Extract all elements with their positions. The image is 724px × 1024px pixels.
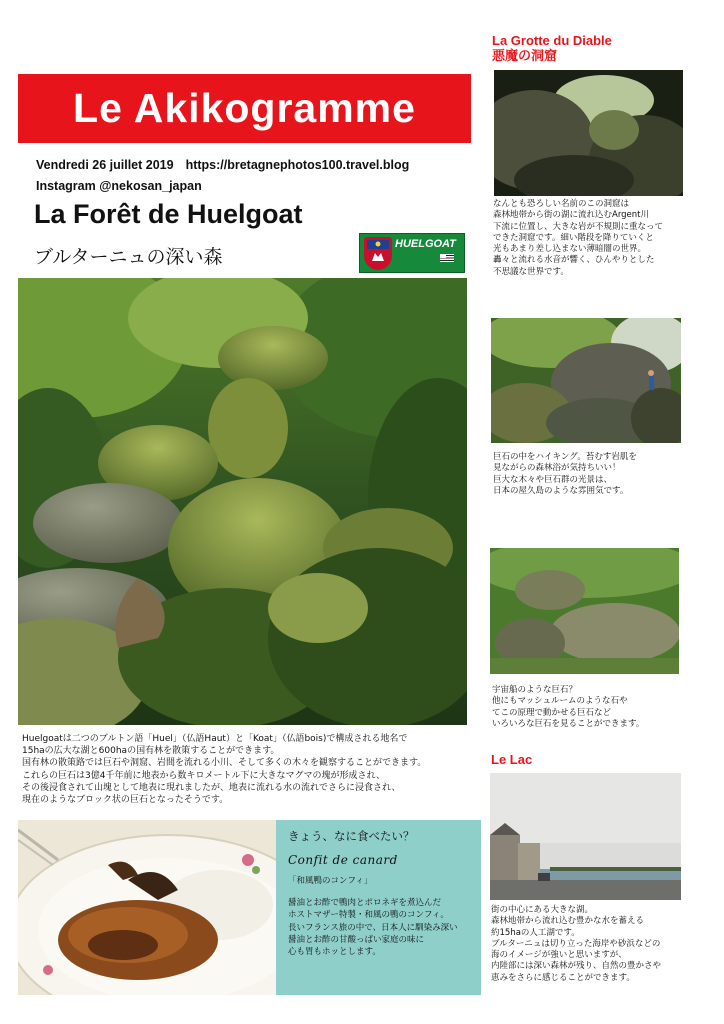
dish-name-jp: 「和風鴨のコンフィ」	[288, 876, 373, 886]
forest-boulders-photo	[18, 278, 467, 725]
dateline	[36, 158, 409, 172]
huelgoat-logo	[359, 233, 465, 273]
description-line: 長いフランス旅の中で、日本人に馴染み深い	[288, 922, 458, 933]
coat-of-arms-icon	[364, 237, 392, 270]
lake-line: 森林地帯から流れ込む豊かな水を蓄える	[491, 916, 645, 927]
food-column	[276, 820, 481, 995]
confit-de-canard-photo	[18, 820, 276, 995]
article-title: La Forêt de Huelgoat	[34, 199, 303, 229]
grotte-line: 轟々と流れる水音が響く、ひんやりとした	[493, 255, 655, 266]
grotte-line: できた洞窟です。細い階段を降りていくと	[493, 232, 654, 243]
masthead	[18, 74, 471, 143]
lac-heading: Le Lac	[491, 752, 533, 767]
lake-text	[491, 905, 661, 984]
grotte-line: 光もあまり差し込まない薄暗闇の世界。	[493, 244, 647, 255]
boulders-text	[492, 685, 644, 730]
description-line: 醤油とお酢の甘酸っぱい家庭の味に	[288, 934, 425, 945]
lake-line: 内陸部には深い森林が残り、自然の豊かさや	[491, 961, 662, 972]
article-body	[22, 733, 472, 806]
dish-name: Confit de canard	[288, 853, 398, 867]
body-line: 15haの広大な湖と600haの国有林を散策することができます。	[22, 746, 280, 757]
boulders-line: てこの原理で動かせる巨石など	[492, 707, 612, 718]
blog-url-link[interactable]: https://bretagnephotos100.travel.blog	[185, 158, 410, 172]
hiking-line: 巨石の中をハイキング。苔むす岩肌を	[493, 452, 637, 462]
grotte-title-jp: 悪魔の洞窟	[492, 48, 558, 63]
description-line: 心も胃もホッとします。	[288, 947, 381, 958]
body-line: 国有林の散策路では巨石や洞窟、岩間を流れる小川、そして多くの木々を観察することができます。	[22, 758, 427, 769]
hiking-line: 巨大な木々や巨石群の光景は、	[493, 474, 613, 485]
boulders-line: いろいろな巨石を見ることができます。	[492, 718, 645, 729]
grotte-photo	[494, 70, 683, 196]
description-line: 醤油とお酢で鴨肉とポロネギを煮込んだ	[288, 898, 442, 908]
lake-line: ブルターニュは切り立った海岸や砂浜などの	[491, 938, 661, 949]
lake-photo	[490, 773, 681, 900]
grotte-line: 森林地帯から街の湖に流れ込むArgent川	[493, 210, 650, 221]
issue-date: Vendredi 26 juillet 2019	[36, 158, 174, 172]
boulders-photo	[490, 548, 679, 674]
grotte-line: 不思議な世界です。	[493, 266, 569, 277]
grotte-title-fr: La Grotte du Diable	[492, 33, 612, 48]
logo-text: HUELGOAT	[395, 238, 456, 250]
dish-description	[288, 897, 481, 958]
food-question: きょう、なに食べたい？	[288, 829, 415, 843]
hiking-text	[493, 452, 637, 497]
grotte-line: 下流に位置し、大きな岩が不規則に重なって	[493, 221, 664, 232]
lake-line: 恵みをさらに感じることができます。	[491, 972, 635, 983]
lake-line: 街の中心にある大きな湖。	[491, 905, 594, 915]
hiking-line: 日本の屋久島のような雰囲気です。	[493, 485, 629, 496]
grotte-heading	[492, 33, 612, 63]
logo-flag-icon	[396, 253, 456, 265]
masthead-title: Le Akikogramme	[73, 85, 416, 131]
instagram-handle[interactable]: Instagram @nekosan_japan	[36, 179, 202, 193]
body-line: その後浸食されて山塊として地表に現れましたが、地表に流れる水の流れでさらに浸食され、	[22, 782, 401, 793]
grotte-text	[493, 199, 663, 278]
grotte-line: なんとも恐ろしい名前のこの洞窟は	[493, 199, 630, 209]
body-line: これらの巨石は3億4千年前に地表から数キロメートル下に大きなマグマの塊が形成され、	[22, 770, 385, 781]
lake-line: 約15haの人工湖です。	[491, 927, 580, 938]
boulders-line: 他にもマッシュルームのような石や	[492, 696, 628, 707]
boulders-line: 宇宙船のような巨石？	[492, 685, 578, 695]
hiking-photo	[491, 318, 681, 443]
description-line: ホストマザー特製・和風の鴨のコンフィ。	[288, 910, 449, 921]
body-line: Huelgoatは二つのブルトン語「Huel」（仏語Haut）と「Koat」（仏語bois)で構成される地名で	[22, 734, 408, 744]
body-line: 現在のようなブロック状の巨石となったそうです。	[22, 795, 229, 806]
article-subtitle: ブルターニュの深い森	[34, 246, 223, 268]
hiking-line: 見ながらの森林浴が気持ちいい！	[493, 463, 621, 474]
lake-line: 海のイメージが強いと思いますが、	[491, 950, 627, 961]
